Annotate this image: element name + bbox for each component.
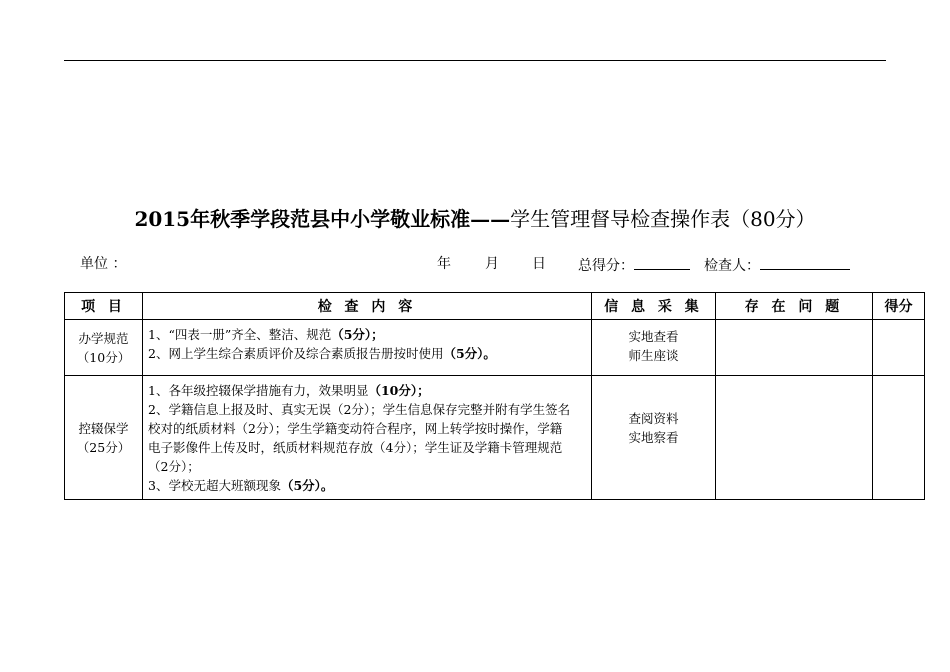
header-score: 得分 [873, 293, 925, 320]
method-item: 实地察看 [628, 430, 679, 445]
content-line: 电子影像件上传及时，纸质材料规范存放（4分）；学生证及学籍卡管理规范 [148, 440, 563, 455]
score-cell[interactable] [873, 376, 925, 500]
method-item: 师生座谈 [628, 348, 679, 363]
inspector-blank[interactable] [760, 253, 850, 270]
header-rule [64, 60, 886, 61]
content-cell [143, 320, 592, 376]
header-issues: 存 在 问 题 [716, 293, 873, 320]
content-line: 2、学籍信息上报及时、真实无误（2分）；学生信息保存完整并附有学生签名 [148, 402, 571, 417]
inspector-field [704, 253, 850, 277]
total-score-label: 总得分： [578, 258, 634, 274]
table-row [65, 376, 925, 500]
content-line: 校对的纸质材料（2分）；学生学籍变动符合程序，网上转学按时操作，学籍 [148, 421, 563, 436]
method-item: 查阅资料 [628, 411, 679, 426]
day-label: 日 [532, 256, 546, 272]
method-item: 实地查看 [628, 329, 679, 344]
total-score-field [578, 253, 690, 277]
item-cell [65, 320, 143, 376]
item-name: 办学规范 [78, 330, 129, 346]
item-score: （25分） [76, 439, 131, 455]
title-normal-part: 学生管理督导检查操作表（80分） [510, 207, 816, 231]
content-line: 2、网上学生综合素质评价及综合素质报告册按时使用（5分）。 [148, 346, 496, 361]
total-score-blank[interactable] [634, 253, 690, 270]
method-cell [592, 376, 716, 500]
year-label: 年 [437, 256, 451, 272]
inspector-label: 检查人： [704, 258, 760, 274]
title-bold-part: 2015年秋季学段范县中小学敬业标准—— [134, 207, 511, 231]
issues-cell[interactable] [716, 320, 873, 376]
document-title [0, 204, 950, 234]
table-row [65, 320, 925, 376]
score-cell[interactable] [873, 320, 925, 376]
unit-label: 单位 ： [80, 256, 127, 272]
header-item: 项 目 [65, 293, 143, 320]
month-label: 月 [485, 256, 499, 272]
content-line: （2分）； [148, 459, 200, 474]
header-method: 信 息 采 集 [592, 293, 716, 320]
item-score: （10分） [76, 349, 131, 365]
inspection-table [64, 292, 925, 500]
header-content: 检 查 内 容 [143, 293, 592, 320]
item-cell [65, 376, 143, 500]
method-cell [592, 320, 716, 376]
issues-cell[interactable] [716, 376, 873, 500]
content-line: 1、各年级控辍保学措施有力，效果明显（10分）； [148, 383, 430, 398]
item-name: 控辍保学 [78, 420, 129, 436]
content-line: 1、“四表一册”齐全、整洁、规范（5分）； [148, 327, 384, 342]
table-header-row [65, 293, 925, 320]
content-line: 3、学校无超大班额现象（5分）。 [148, 478, 334, 493]
content-cell [143, 376, 592, 500]
